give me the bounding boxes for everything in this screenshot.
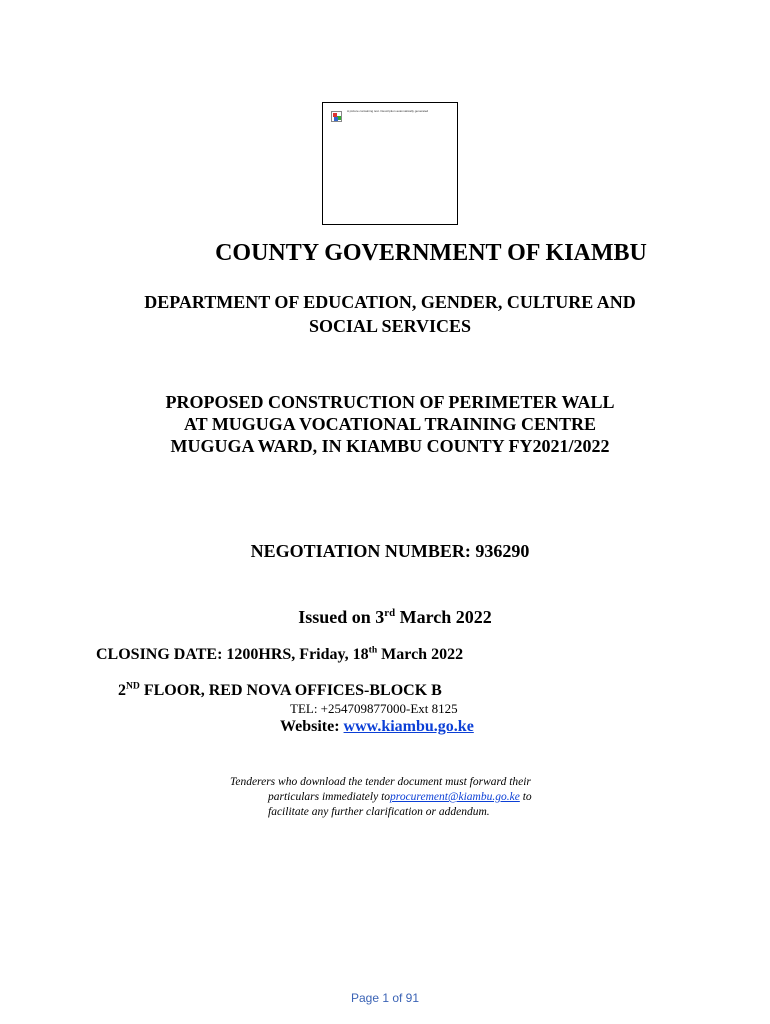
project-title-line-2: AT MUGUGA VOCATIONAL TRAINING CENTRE (183, 414, 597, 434)
issued-date-prefix: Issued on 3 (298, 607, 385, 627)
negotiation-number: NEGOTIATION NUMBER: 936290 (250, 541, 530, 561)
office-floor-number: 2 (118, 682, 126, 699)
office-floor-ordinal: ND (126, 680, 140, 692)
website-link[interactable]: www.kiambu.go.ke (343, 718, 474, 735)
website-label: Website: (280, 718, 344, 735)
county-logo-placeholder (322, 102, 458, 225)
notice-line-1: Tenderers who download the tender document must forward their (230, 776, 531, 788)
department-line-2: SOCIAL SERVICES (309, 316, 471, 336)
telephone: TEL: +254709877000-Ext 8125 (290, 701, 458, 716)
page-number: Page 1 of 91 (350, 991, 420, 1005)
issued-date (10, 607, 770, 628)
closing-date-ordinal: th (368, 644, 378, 656)
website-line (280, 718, 474, 736)
notice-line-3: facilitate any further clarification or addendum. (268, 806, 490, 818)
issued-date-ordinal: rd (384, 607, 396, 619)
office-address-text: FLOOR, RED NOVA OFFICES-BLOCK B (139, 682, 442, 699)
notice-line-2 (268, 790, 532, 805)
department-line-1: DEPARTMENT OF EDUCATION, GENDER, CULTURE AND (144, 292, 636, 312)
issued-date-suffix: March 2022 (395, 607, 492, 627)
procurement-email-link[interactable]: procurement@kiambu.go.ke (390, 791, 520, 803)
broken-image-icon (331, 111, 342, 122)
closing-date-suffix: March 2022 (377, 646, 464, 663)
county-title: COUNTY GOVERNMENT OF KIAMBU (215, 240, 647, 266)
closing-date (96, 646, 463, 664)
notice-line-2-text: particulars immediately to (268, 791, 391, 803)
logo-alt-text: A picture containing text. Description automatically generated (347, 109, 429, 113)
project-title-line-3: MUGUGA WARD, IN KIAMBU COUNTY FY2021/2022 (170, 436, 610, 456)
project-title-line-1: PROPOSED CONSTRUCTION OF PERIMETER WALL (165, 392, 615, 412)
closing-date-prefix: CLOSING DATE: 1200HRS, Friday, 18 (96, 646, 369, 663)
notice-line-2-end: to (519, 791, 532, 803)
office-address (118, 682, 442, 700)
